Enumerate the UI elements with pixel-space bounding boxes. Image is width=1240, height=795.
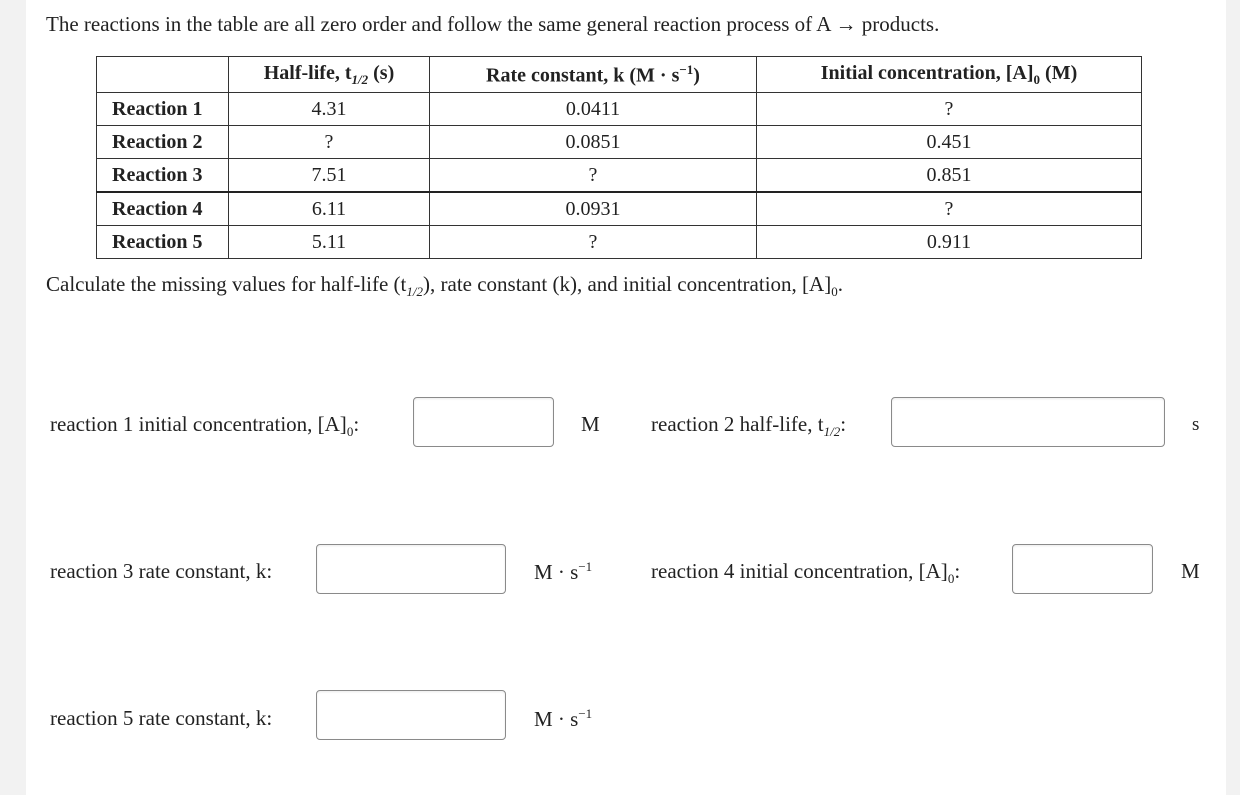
table-header-row <box>97 57 1142 93</box>
cell-rate-constant: 0.0411 <box>430 93 757 126</box>
q3-answer-box[interactable] <box>316 544 506 594</box>
cell-rate-constant: ? <box>430 226 757 259</box>
header-rate-constant: Rate constant, k $(M \cdot s^{-1})$ <box>430 57 757 93</box>
cell-initial-concentration: 0.851 <box>757 159 1142 193</box>
cell-initial-concentration: 0.911 <box>757 226 1142 259</box>
q1-answer-box[interactable] <box>413 397 554 447</box>
table-row <box>97 126 1142 159</box>
reaction2-half-life-input[interactable] <box>892 398 1164 446</box>
table-row <box>97 226 1142 259</box>
cell-initial-concentration: 0.451 <box>757 126 1142 159</box>
row-label: Reaction 5 <box>97 226 229 259</box>
cell-half-life: 4.31 <box>229 93 430 126</box>
instructions-text: Calculate the missing values for half-life $(t_{1/2})$, rate constant (k), and initial concentration, $[A]_0$. <box>46 272 843 300</box>
cell-rate-constant: 0.0851 <box>430 126 757 159</box>
q5-answer-box[interactable] <box>316 690 506 740</box>
row-label: Reaction 3 <box>97 159 229 193</box>
q2-label: reaction 2 half-life, $t_{1/2}$: <box>651 412 847 440</box>
table-row <box>97 192 1142 226</box>
cell-rate-constant: ? <box>430 159 757 193</box>
cell-initial-concentration: ? <box>757 192 1142 226</box>
intro-text: The reactions in the table are all zero order and follow the same general reaction process of A → products. <box>46 12 940 36</box>
cell-initial-concentration: ? <box>757 93 1142 126</box>
reaction1-initial-concentration-input[interactable] <box>414 398 553 446</box>
q2-unit: s <box>1192 414 1200 435</box>
reaction5-rate-constant-input[interactable] <box>317 691 505 739</box>
cell-half-life: 6.11 <box>229 192 430 226</box>
header-initial-concentration: Initial concentration, $[A]_0$ (M) <box>757 57 1142 93</box>
q2-answer-box[interactable] <box>891 397 1165 447</box>
cell-half-life: 7.51 <box>229 159 430 193</box>
q1-label: reaction 1 initial concentration, $[A]_0$: <box>50 412 360 440</box>
q4-unit: M <box>1181 559 1200 583</box>
cell-rate-constant: 0.0931 <box>430 192 757 226</box>
row-label: Reaction 1 <box>97 93 229 126</box>
cell-half-life: ? <box>229 126 430 159</box>
reaction3-rate-constant-input[interactable] <box>317 545 505 593</box>
q5-label: reaction 5 rate constant, k: <box>50 706 273 730</box>
q5-unit: $M \cdot s^{-1}$ <box>534 706 593 731</box>
cell-half-life: 5.11 <box>229 226 430 259</box>
header-half-life: Half-life, $t_{1/2}$ (s) <box>229 57 430 93</box>
q1-unit: M <box>581 412 600 436</box>
q3-label: reaction 3 rate constant, k: <box>50 559 273 583</box>
header-empty <box>97 57 229 93</box>
reaction4-initial-concentration-input[interactable] <box>1013 545 1152 593</box>
q4-label: reaction 4 initial concentration, $[A]_0$: <box>651 559 961 587</box>
table-row <box>97 93 1142 126</box>
row-label: Reaction 4 <box>97 192 229 226</box>
table-row <box>97 159 1142 193</box>
q4-answer-box[interactable] <box>1012 544 1153 594</box>
row-label: Reaction 2 <box>97 126 229 159</box>
q3-unit: $M \cdot s^{-1}$ <box>534 559 593 584</box>
reaction-table <box>96 56 1142 259</box>
